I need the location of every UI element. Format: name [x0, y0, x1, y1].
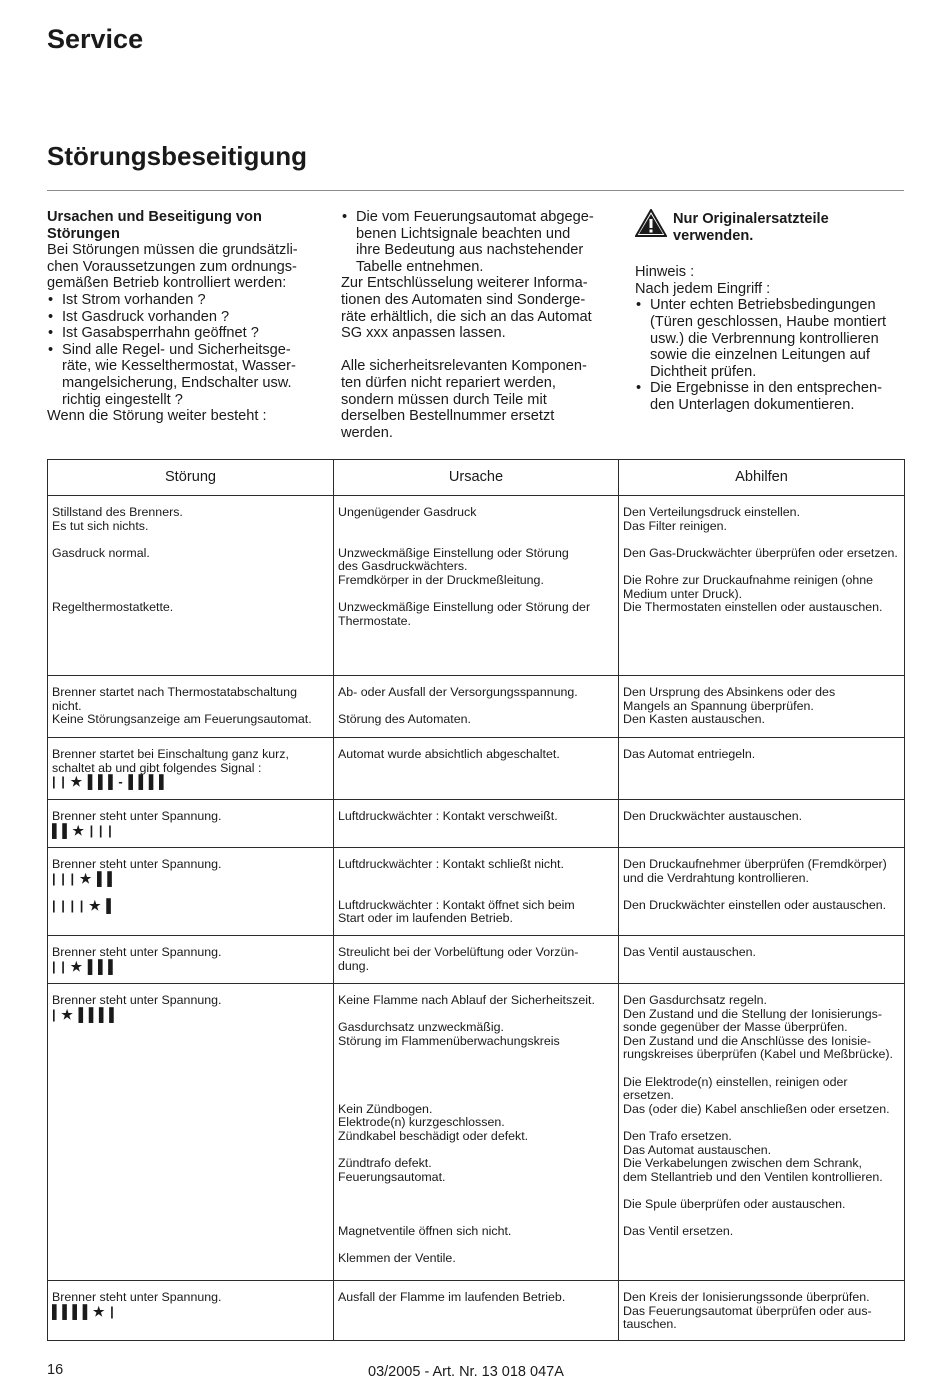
table-row: [48, 800, 905, 848]
cell-line: Kein Zündbogen.: [338, 1101, 433, 1116]
cell-line: Das (oder die) Kabel anschließen oder ersetzen.: [623, 1101, 890, 1116]
cell-line: Fremdkörper in der Druckmeßleitung.: [338, 572, 544, 587]
cell-ursache: [334, 496, 619, 676]
cell-line: Brenner steht unter Spannung.: [52, 993, 222, 1007]
cell-line: Brenner steht unter Spannung.: [52, 857, 222, 871]
cell-line: Elektrode(n) kurzgeschlossen.: [338, 1115, 505, 1130]
cell-ursache: [334, 848, 619, 936]
cell-line: Störung des Automaten.: [338, 712, 471, 727]
cell-text-block: [338, 713, 615, 727]
header-ursache: Ursache: [334, 460, 619, 496]
cell-text-block: [52, 899, 330, 913]
cell-text-block: [623, 994, 901, 1062]
light-signal-code: ▌▌★ | | |: [52, 822, 113, 838]
cell-line: Das Ventil ersetzen.: [623, 1224, 734, 1239]
cell-line: Den Druckwächter austauschen.: [623, 809, 803, 823]
cell-line: Das Feuerungsautomat überprüfen oder aus-: [623, 1303, 872, 1318]
cell-text-block: [338, 1103, 615, 1144]
cell-text-block: [623, 1225, 901, 1239]
list-item: • Die Ergebnisse in den entsprechen- den Unterlagen dokumentieren.: [635, 380, 905, 413]
cell-line: Stillstand des Brenners.: [52, 505, 183, 519]
table-row: [48, 676, 905, 738]
cell-stoerung: [48, 800, 334, 848]
cell-line: Unzweckmäßige Einstellung oder Störung der: [338, 600, 591, 615]
cell-line: Störung im Flammenüberwachungskreis: [338, 1033, 560, 1048]
cell-abhilfen: [619, 496, 905, 676]
cell-text-block: [338, 601, 615, 628]
cell-line: Keine Störungsanzeige am Feuerungsautomat.: [52, 712, 312, 727]
cell-line: Luftdruckwächter : Kontakt verschweißt.: [338, 809, 558, 823]
cell-line: Magnetventile öffnen sich nicht.: [338, 1224, 512, 1239]
cell-line: schaltet ab und gibt folgendes Signal :: [52, 760, 262, 775]
cell-abhilfen: [619, 848, 905, 936]
light-signal-code: | | | | ★ ▌: [52, 897, 117, 913]
cell-text-block: [52, 994, 330, 1021]
cell-line: tauschen.: [623, 1317, 677, 1332]
cell-line: Thermostate.: [338, 613, 411, 628]
warning-triangle-icon: [635, 209, 667, 237]
cell-line: Zündkabel beschädigt oder defekt.: [338, 1128, 529, 1143]
decoder-note: Zur Entschlüsselung weiterer Informa- tionen des Automaten sind Sonderge- räte erhältlich, die sich an das Automat SG xxx anpassen lassen.: [341, 275, 592, 342]
cell-abhilfen: [619, 1281, 905, 1341]
cell-line: Die Rohre zur Druckaufnahme reinigen (ohne: [623, 572, 874, 587]
intro-column-3: [635, 209, 905, 414]
cell-line: Brenner steht unter Spannung.: [52, 1290, 222, 1304]
cell-line: Den Gasdurchsatz regeln.: [623, 993, 767, 1007]
cell-text-block: [52, 1291, 330, 1318]
page-header: Service: [47, 24, 144, 54]
cell-line: und die Verdrahtung kontrollieren.: [623, 870, 809, 885]
cell-abhilfen: [619, 676, 905, 738]
cell-line: Das Automat entriegeln.: [623, 747, 756, 761]
section-title: Störungsbeseitigung: [47, 141, 307, 171]
cell-line: Die Spule überprüfen oder austauschen.: [623, 1196, 846, 1211]
cell-line: Mangels an Spannung überprüfen.: [623, 698, 814, 713]
cell-line: sonde gegenüber der Masse überprüfen.: [623, 1020, 848, 1035]
cell-text-block: [623, 858, 901, 885]
page-number: 16: [47, 1362, 64, 1378]
cell-line: Luftdruckwächter : Kontakt öffnet sich beim: [338, 897, 575, 912]
cell-ursache: [334, 984, 619, 1281]
cell-text-block: [338, 858, 615, 872]
cell-line: Brenner startet bei Einschaltung ganz kurz,: [52, 747, 289, 761]
cell-line: Den Ursprung des Absinkens oder des: [623, 685, 836, 699]
cell-line: Automat wurde absichtlich abgeschaltet.: [338, 747, 560, 761]
cell-abhilfen: [619, 800, 905, 848]
cell-text-block: [338, 1291, 615, 1305]
cell-line: Brenner steht unter Spannung.: [52, 809, 222, 823]
cell-text-block: [623, 1130, 901, 1184]
cell-line: Den Druckwächter einstellen oder austauschen.: [623, 897, 887, 912]
cell-line: Ausfall der Flamme im laufenden Betrieb.: [338, 1290, 566, 1304]
cell-line: Gasdurchsatz unzweckmäßig.: [338, 1020, 504, 1035]
cell-text-block: [623, 1291, 901, 1332]
header-stoerung: Störung: [48, 460, 334, 496]
light-signal-code: | ★ ▌▌▌▌: [52, 1006, 120, 1022]
cell-stoerung: [48, 936, 334, 984]
table-row: [48, 738, 905, 800]
light-signal-code: | | ★ ▌▌▌: [52, 958, 119, 974]
table-header-row: [48, 460, 905, 496]
cell-text-block: [623, 574, 901, 615]
cell-text-block: [52, 946, 330, 973]
cell-line: Den Kasten austauschen.: [623, 712, 765, 727]
cell-text-block: [623, 810, 901, 824]
safety-note: Alle sicherheitsrelevanten Komponen- ten dürfen nicht repariert werden, sondern müssen durch Teile mit derselben Bestellnummer ersetzt werden.: [341, 358, 587, 441]
cell-text-block: [338, 994, 615, 1008]
cell-line: Feuerungsautomat.: [338, 1169, 446, 1184]
cell-line: Start oder im laufenden Betrieb.: [338, 911, 513, 926]
cell-text-block: [338, 506, 615, 520]
cell-text-block: [338, 686, 615, 700]
cell-abhilfen: [619, 738, 905, 800]
cell-line: Das Automat austauschen.: [623, 1142, 772, 1157]
cell-text-block: [623, 686, 901, 727]
article-number: 03/2005 - Art. Nr. 13 018 047A: [368, 1364, 564, 1380]
cell-line: dung.: [338, 958, 370, 973]
list-item: • Sind alle Regel- und Sicherheitsge- räte, wie Kesselthermostat, Wasser- mangelsicherung, Endschalter usw. richtig eingestellt ?: [47, 342, 317, 408]
cell-text-block: [338, 1021, 615, 1048]
title-divider: [47, 190, 904, 191]
cell-text-block: [623, 547, 901, 561]
cell-stoerung: [48, 496, 334, 676]
cell-text-block: [52, 601, 330, 615]
cell-line: Die Elektrode(n) einstellen, reinigen oder: [623, 1074, 848, 1089]
list-item: • Ist Gasdruck vorhanden ?: [47, 309, 317, 326]
cell-text-block: [52, 686, 330, 727]
cell-ursache: [334, 936, 619, 984]
cell-line: Den Kreis der Ionisierungssonde überprüfen.: [623, 1290, 870, 1304]
cell-text-block: [623, 1198, 901, 1212]
cell-line: Den Druckaufnehmer überprüfen (Fremdkörper): [623, 857, 887, 871]
hint-list: [635, 297, 905, 413]
cell-text-block: [52, 810, 330, 837]
cell-line: Den Zustand und die Stellung der Ionisierungs-: [623, 1006, 882, 1021]
cell-text-block: [338, 547, 615, 588]
warning-box: [635, 209, 905, 244]
fault-table: [47, 459, 905, 1341]
cell-line: Ab- oder Ausfall der Versorgungsspannung.: [338, 685, 578, 699]
cell-line: Das Ventil austauschen.: [623, 945, 756, 959]
hint-text: Hinweis : Nach jedem Eingriff :: [635, 264, 771, 297]
cell-line: Keine Flamme nach Ablauf der Sicherheitszeit.: [338, 993, 595, 1007]
cell-text-block: [338, 1252, 615, 1266]
table-row: [48, 1281, 905, 1341]
cell-text-block: [623, 946, 901, 960]
cell-line: nicht.: [52, 698, 82, 713]
cell-abhilfen: [619, 936, 905, 984]
cell-text-block: [338, 748, 615, 762]
cell-line: dem Stellantrieb und den Ventilen kontrollieren.: [623, 1169, 883, 1184]
light-signal-code: ▌▌▌▌★ |: [52, 1303, 115, 1319]
cell-text-block: [623, 506, 901, 533]
cell-line: rungskreises überprüfen (Kabel und Meßbrücke).: [623, 1047, 893, 1062]
cell-line: des Gasdruckwächters.: [338, 559, 468, 574]
intro-column-1: [47, 209, 317, 425]
cell-text-block: [52, 858, 330, 885]
fault-table-body: [48, 496, 905, 1341]
intro-column-2: [341, 209, 609, 441]
cell-ursache: [334, 676, 619, 738]
cell-text-block: [338, 810, 615, 824]
cell-ursache: [334, 1281, 619, 1341]
cell-line: Gasdruck normal.: [52, 545, 150, 560]
cell-abhilfen: [619, 984, 905, 1281]
cell-line: Zündtrafo defekt.: [338, 1156, 432, 1171]
cell-ursache: [334, 800, 619, 848]
cell-text-block: [338, 1157, 615, 1184]
light-signal-code: | | ★ ▌▌▌- ▌▌▌▌: [52, 774, 170, 790]
cell-line: Streulicht bei der Vorbelüftung oder Vorzün-: [338, 945, 579, 959]
cell-line: ersetzen.: [623, 1088, 674, 1103]
cell-text-block: [623, 748, 901, 762]
table-row: [48, 496, 905, 676]
warning-text: Nur Originalersatzteile verwenden.: [673, 211, 829, 244]
list-item: • Ist Gasabsperrhahn geöffnet ?: [47, 325, 317, 342]
cell-text-block: [623, 899, 901, 913]
cell-line: Den Zustand und die Anschlüsse des Ionisie-: [623, 1033, 871, 1048]
cell-stoerung: [48, 848, 334, 936]
cell-text-block: [52, 748, 330, 789]
table-row: [48, 984, 905, 1281]
outro-text: Wenn die Störung weiter besteht :: [47, 408, 267, 425]
cell-line: Es tut sich nichts.: [52, 518, 149, 533]
table-row: [48, 848, 905, 936]
cell-stoerung: [48, 1281, 334, 1341]
cell-line: Die Verkabelungen zwischen dem Schrank,: [623, 1156, 862, 1171]
cell-line: Das Filter reinigen.: [623, 518, 727, 533]
list-item: • Unter echten Betriebsbedingungen (Türen geschlossen, Haube montiert usw.) die Verbrennung kontrollieren sowie die einzelnen Leitungen auf Dichtheit prüfen.: [635, 297, 905, 380]
cell-line: Den Verteilungsdruck einstellen.: [623, 505, 801, 519]
cell-text-block: [52, 547, 330, 561]
cell-stoerung: [48, 984, 334, 1281]
cell-line: Die Thermostaten einstellen oder austauschen.: [623, 600, 883, 615]
cell-line: Den Gas-Druckwächter überprüfen oder ersetzen.: [623, 545, 898, 560]
list-item: • Ist Strom vorhanden ?: [47, 292, 317, 309]
cell-line: Brenner steht unter Spannung.: [52, 945, 222, 959]
cell-line: Medium unter Druck).: [623, 586, 743, 601]
cell-text-block: [52, 506, 330, 533]
light-signal-code: | | | ★ ▌▌: [52, 870, 118, 886]
table-row: [48, 936, 905, 984]
cell-text-block: [623, 1076, 901, 1117]
cell-line: Klemmen der Ventile.: [338, 1251, 456, 1266]
cell-line: Den Trafo ersetzen.: [623, 1128, 732, 1143]
cell-stoerung: [48, 738, 334, 800]
cell-line: Regelthermostatkette.: [52, 600, 174, 615]
subheading: Ursachen und Beseitigung von Störungen: [47, 209, 262, 242]
cell-ursache: [334, 738, 619, 800]
cell-text-block: [338, 1225, 615, 1239]
intro-text: Bei Störungen müssen die grundsätzli- chen Voraussetzungen zum ordnungs- gemäßen Betrieb kontrolliert werden:: [47, 242, 298, 292]
cell-line: Luftdruckwächter : Kontakt schließt nicht.: [338, 857, 564, 871]
cell-text-block: [338, 946, 615, 973]
list-item: • Die vom Feuerungsautomat abgege- benen Lichtsignale beachten und ihre Bedeutung aus nachstehender Tabelle entnehmen.: [341, 209, 609, 275]
cell-stoerung: [48, 676, 334, 738]
cell-line: Brenner startet nach Thermostatabschaltung: [52, 685, 297, 699]
checklist: [47, 292, 317, 408]
cell-line: Unzweckmäßige Einstellung oder Störung: [338, 545, 569, 560]
cell-text-block: [338, 899, 615, 926]
cell-line: Ungenügender Gasdruck: [338, 505, 477, 519]
signal-note: [341, 209, 609, 275]
header-abhilfen: Abhilfen: [619, 460, 905, 496]
